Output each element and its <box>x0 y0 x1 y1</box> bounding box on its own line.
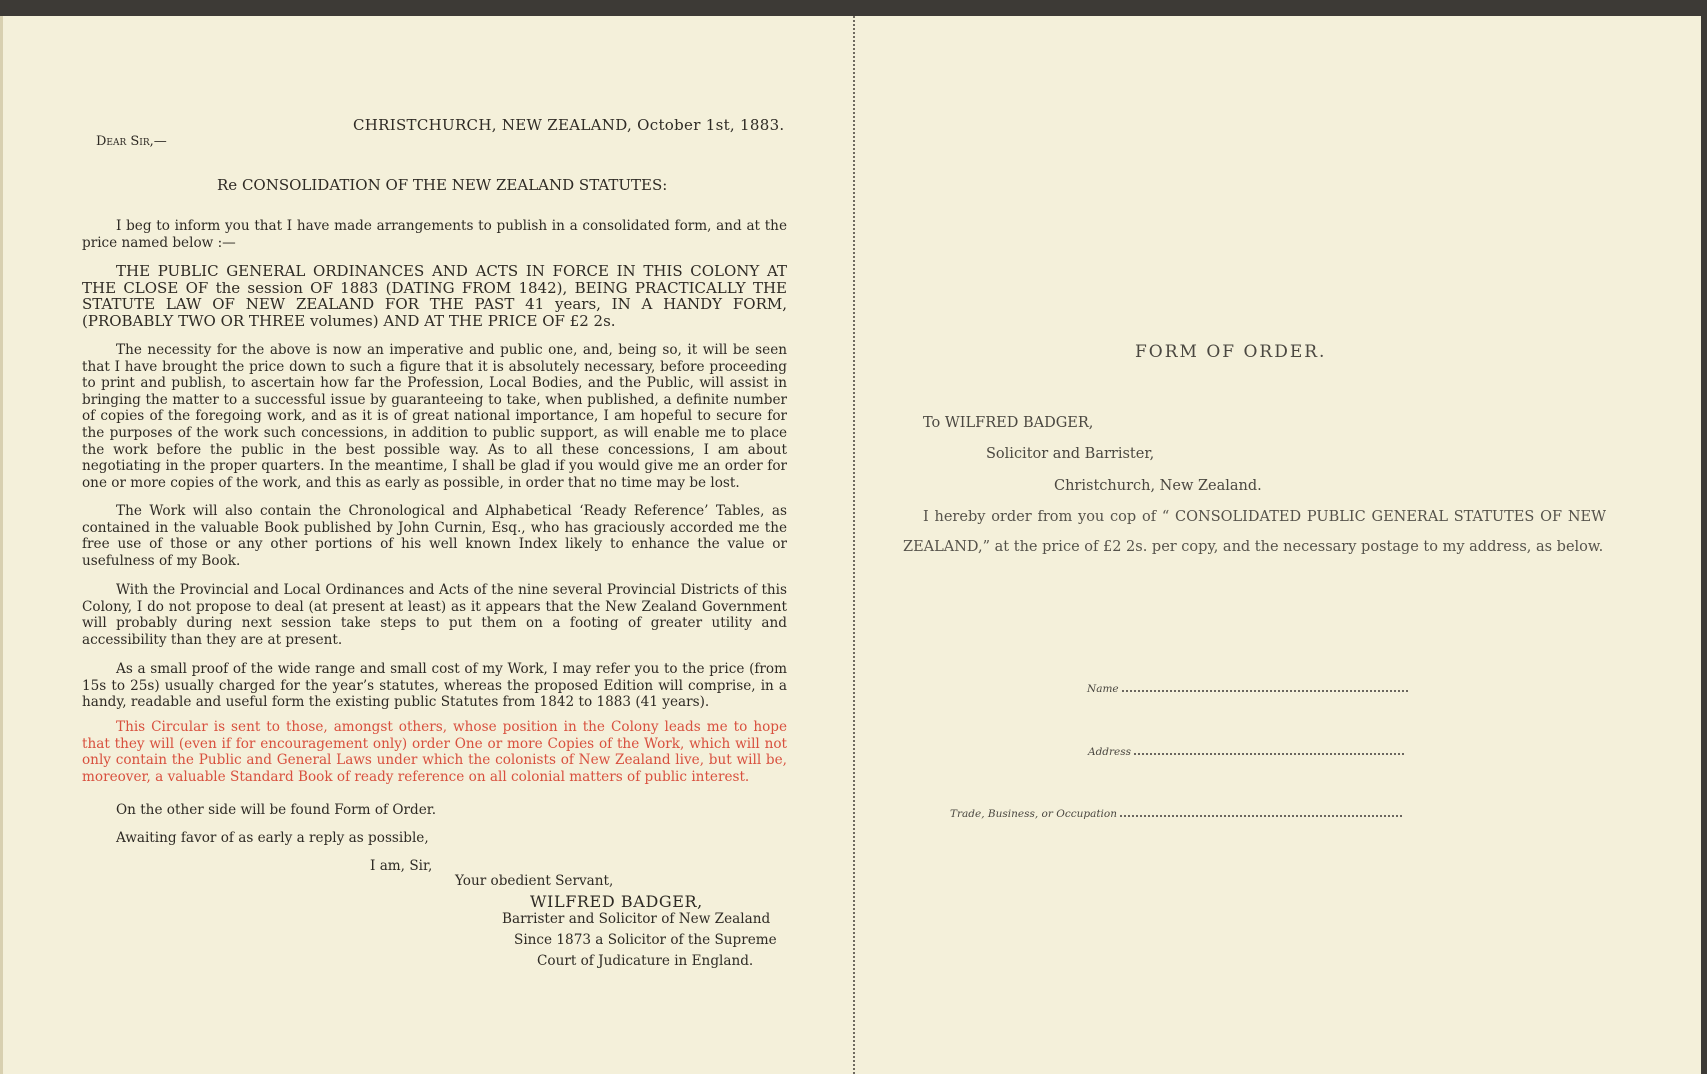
necessity-paragraph: The necessity for the above is now an imperative and public one, and, being so, it will be seen that I have brought the price down to such a figure that it is absolutely necessary, before proceeding to print and publish, to ascertain how far the Profession, Local Bodies, and the Public, will assist in bringing the matter to a successful issue by guaranteeing to take, when published, a definite number of copies of the foregoing work, and as it is of great national importance, I am hopeful to secure for the purposes of the work such concessions, in addition to public support, as will enable me to place the work before the public in the best possible way. As to all these concessions, I am about negotiating in the proper quarters. In the meantime, I shall be glad if you would give me an order for one or more copies of the work, and this as early as possible, in order that no time may be lost. <box>82 342 787 491</box>
addressee-role: Solicitor and Barrister, <box>986 446 1155 462</box>
tables-paragraph: The Work will also contain the Chronological and Alphabetical ‘Ready Reference’ Tables, as contained in the valuable Book published by John Curnin, Esq., who has graciously accorded me the free use of those or any other portions of his well known Index likely to enhance the value or usefulness of my Book. <box>82 503 787 569</box>
caps-paragraph: THE PUBLIC GENERAL ORDINANCES AND ACTS IN FORCE IN THIS COLONY AT THE CLOSE OF the session OF 1883 (DATING FROM 1842), BEING PRACTICALLY THE STATUTE LAW OF NEW ZEALAND FOR THE PAST 41 years, IN A HANDY FORM, (PROBABLY TWO OR THREE volumes) AND AT THE PRICE OF £2 2s. <box>82 262 787 330</box>
provincial-paragraph: With the Provincial and Local Ordinances and Acts of the nine several Provincial Districts of this Colony, I do not propose to deal (at present at least) as it appears that the New Zealand Government will probably during next session take steps to put them on a footing of greater utility and accessibility than they are at present. <box>82 582 787 648</box>
dateline: CHRISTCHURCH, NEW ZEALAND, October 1st, 1883. <box>353 116 785 134</box>
form-title: FORM OF ORDER. <box>1135 342 1327 362</box>
credential-line-1: Barrister and Solicitor of New Zealand <box>502 911 771 927</box>
addressee-place: Christchurch, New Zealand. <box>1054 478 1262 494</box>
other-side-line: On the other side will be found Form of Order. <box>116 802 437 818</box>
trade-field-dotted-line[interactable] <box>1120 814 1402 817</box>
subject-heading: Re CONSOLIDATION OF THE NEW ZEALAND STATUTES: <box>217 176 668 194</box>
proof-paragraph: As a small proof of the wide range and small cost of my Work, I may refer you to the price (from 15s to 25s) usually charged for the year’s statutes, whereas the proposed Edition will comprise, in a handy, readable and useful form the existing public Statutes from 1842 to 1883 (41 years). <box>82 661 787 711</box>
signature-name: WILFRED BADGER, <box>530 892 703 911</box>
red-circular-paragraph: This Circular is sent to those, amongst others, whose position in the Colony leads me to hope that they will (even if for encouragement only) order One or more Copies of the Work, which will not only contain the Public and General Laws under which the colonists of New Zealand live, but will be, moreover, a valuable Standard Book of ready reference on all colonial matters of public interest. <box>82 719 787 785</box>
awaiting-line: Awaiting favor of as early a reply as possible, <box>116 830 429 846</box>
salutation: Dear Sir,— <box>96 134 167 149</box>
name-field-label: Name <box>1087 683 1119 695</box>
credential-line-2: Since 1873 a Solicitor of the Supreme <box>514 932 777 948</box>
addressee-line: To WILFRED BADGER, <box>923 415 1094 431</box>
trade-field[interactable] <box>950 808 1402 820</box>
address-field-label: Address <box>1088 746 1132 758</box>
scan-border-top <box>0 0 1707 16</box>
scan-border-right <box>1701 0 1707 1074</box>
scan-border-left <box>0 16 3 1074</box>
trade-field-label: Trade, Business, or Occupation <box>950 808 1118 820</box>
credential-line-3: Court of Judicature in England. <box>537 953 754 969</box>
closing-line: I am, Sir, <box>370 858 433 874</box>
name-field[interactable] <box>1087 683 1408 695</box>
intro-paragraph: I beg to inform you that I have made arrangements to publish in a consolidated form, and at the price named below :— <box>82 218 787 251</box>
order-statement: I hereby order from you cop of “ CONSOLIDATED PUBLIC GENERAL STATUTES OF NEW ZEALAND,” at the price of £2 2s. per copy, and the necessary postage to my address, as below. <box>903 509 1606 555</box>
name-field-dotted-line[interactable] <box>1122 689 1408 692</box>
address-field-dotted-line[interactable] <box>1134 752 1404 755</box>
servant-line: Your obedient Servant, <box>455 873 614 889</box>
fold-line <box>853 16 855 1074</box>
address-field[interactable] <box>1088 746 1404 758</box>
